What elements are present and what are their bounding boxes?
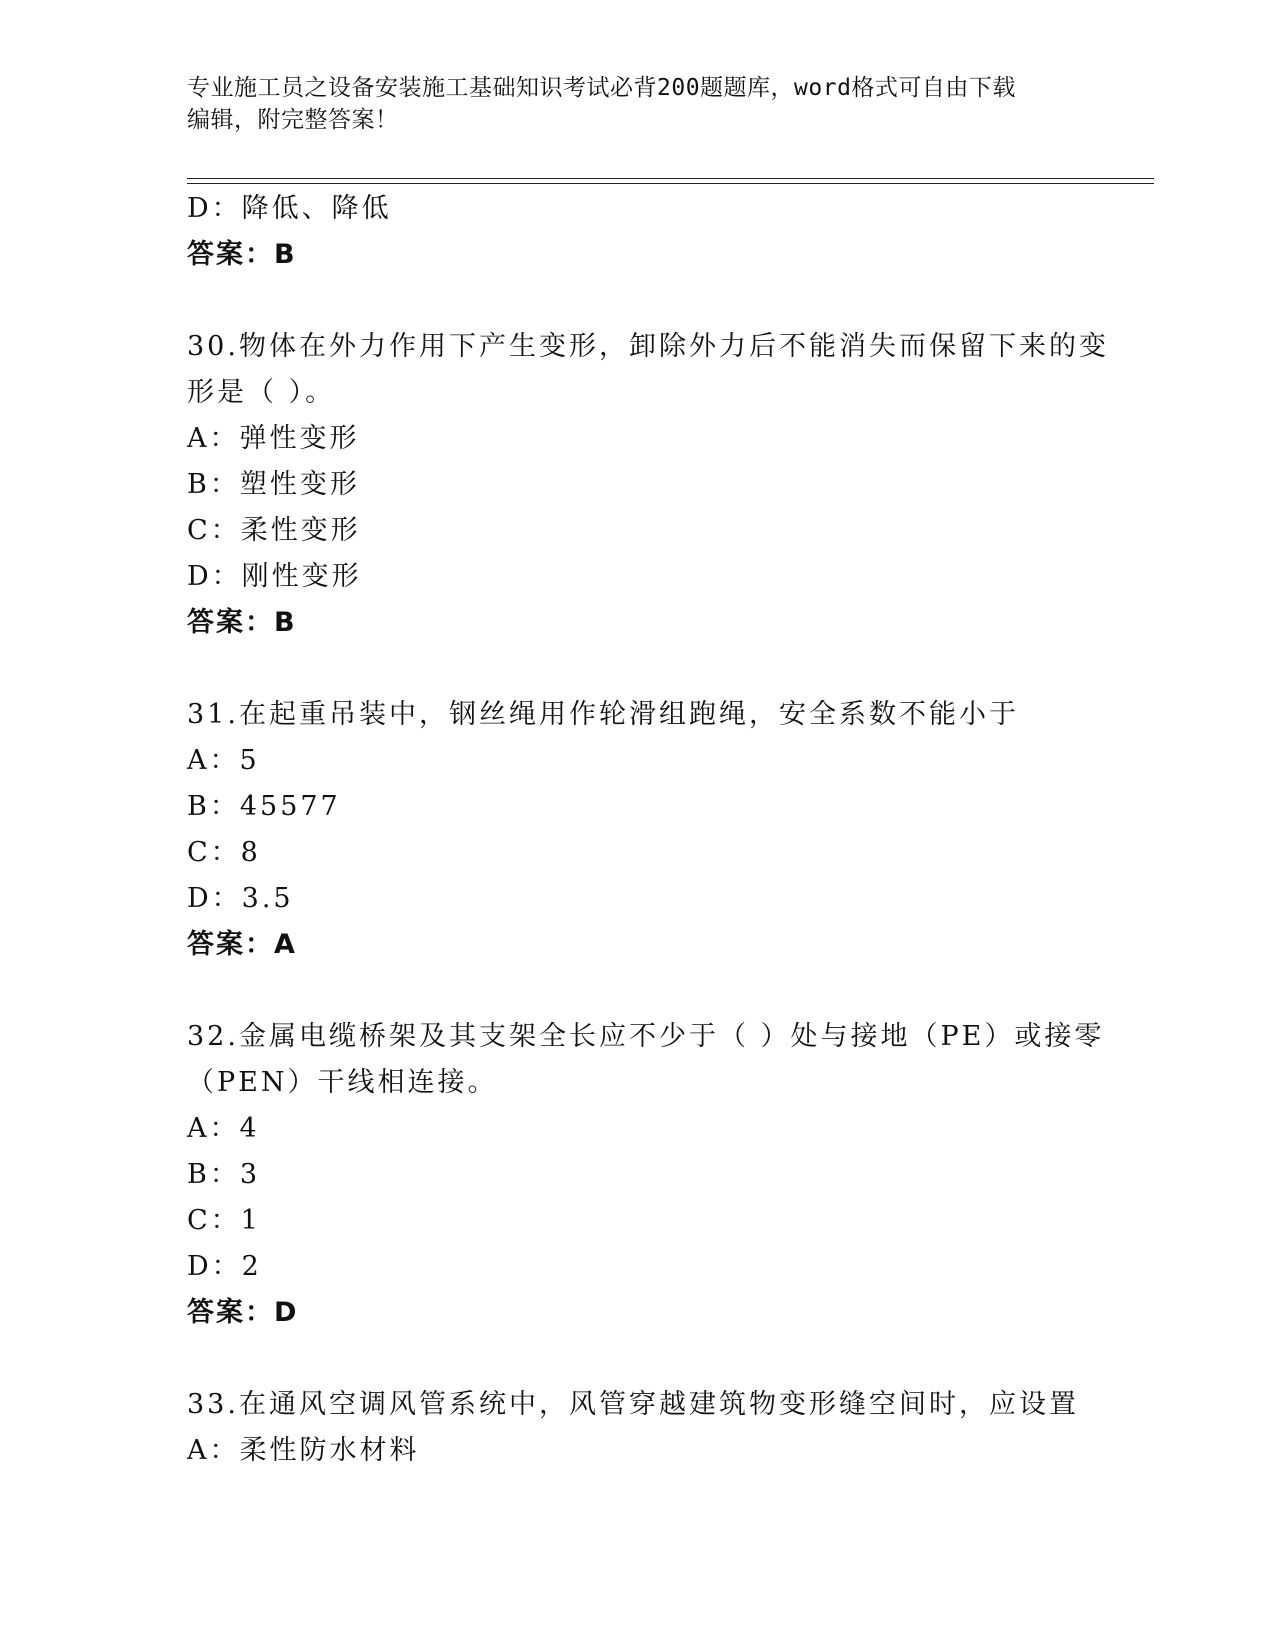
- answer-line: 答案：A: [187, 929, 297, 960]
- option-a: A：5: [187, 745, 260, 776]
- option-d: D：刚性变形: [187, 561, 362, 592]
- header-rule-bottom: [187, 183, 1154, 184]
- question-stem-line: （PEN）干线相连接。: [187, 1067, 498, 1098]
- option-d: D：3.5: [187, 883, 294, 914]
- question-31: [187, 692, 1087, 968]
- header-title-line-2: 编辑，附完整答案！: [187, 107, 399, 133]
- question-stem-line: 33.在通风空调风管系统中，风管穿越建筑物变形缝空间时，应设置: [187, 1389, 1079, 1420]
- option-c: C：8: [187, 837, 261, 868]
- question-body: [187, 186, 1109, 1474]
- question-stem-line: 31.在起重吊装中，钢丝绳用作轮滑组跑绳，安全系数不能小于: [187, 699, 1019, 730]
- header-rule-top: [187, 178, 1154, 179]
- spacer: [187, 968, 1087, 1014]
- option-b: B：塑性变形: [187, 469, 360, 500]
- option-b: B：45577: [187, 791, 341, 822]
- option-a: A：弹性变形: [187, 423, 360, 454]
- option-c: C：柔性变形: [187, 515, 361, 546]
- option-c: C：1: [187, 1205, 261, 1236]
- answer-line: 答案：B: [187, 607, 297, 638]
- option-a: A：4: [187, 1113, 260, 1144]
- question-30: [187, 324, 1109, 646]
- answer-line: 答案：D: [187, 1297, 299, 1328]
- header-title-line-1: 专业施工员之设备安装施工基础知识考试必背200题题库，word格式可自由下载: [187, 75, 1016, 101]
- spacer: [187, 278, 1087, 324]
- prev-option-d: D：降低、降低: [187, 193, 392, 224]
- option-b: B：3: [187, 1159, 261, 1190]
- option-d: D：2: [187, 1251, 262, 1282]
- question-stem-line: 32.金属电缆桥架及其支架全长应不少于（ ）处与接地（PE）或接零: [187, 1021, 1105, 1052]
- question-stem-line: 30.物体在外力作用下产生变形，卸除外力后不能消失而保留下来的变: [187, 331, 1109, 362]
- document-header: [187, 72, 1067, 136]
- question-33: [187, 1382, 1087, 1474]
- question-32: [187, 1014, 1105, 1336]
- question-stem-line: 形是（ ）。: [187, 377, 336, 408]
- option-a: A：柔性防水材料: [187, 1435, 420, 1466]
- spacer: [187, 1336, 1087, 1382]
- spacer: [187, 646, 1087, 692]
- prev-answer: 答案：B: [187, 239, 297, 270]
